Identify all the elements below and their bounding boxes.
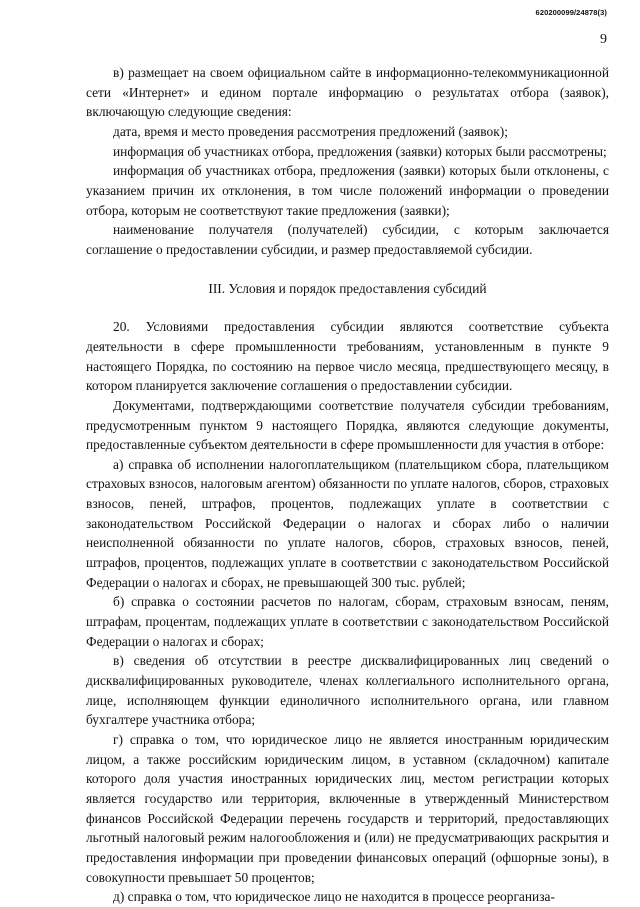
paragraph-item-b: б) справка о состоянии расчетов по налогам, сборам, страховым взносам, пеням, штрафам, процентам, подлежащих уплате в соответствии с законодательством Российской Федерации о налогах и сборах; bbox=[86, 594, 609, 649]
paragraph-documents: Документами, подтверждающими соответствие получателя субсидии требованиям, предусмотренным пунктом 9 настоящего Порядка, являются следующие документы, предоставленные субъектом деятельности в сфере промышленности для участия в отборе: bbox=[86, 397, 609, 453]
paragraph-item-v: в) размещает на своем официальном сайте в информационно-телекоммуникационной сети «Интернет» и едином портале информацию о результатах отбора (заявок), включающую следующие сведения: bbox=[86, 65, 609, 120]
paragraph-participants-rejected: информация об участниках отбора, предложения (заявки) которых были отклонены, с указанием причин их отклонения, в том числе положений информации о проведении отбора, которым не соответствуют такие предложения (заявки); bbox=[86, 163, 609, 218]
document-id: 620200099/24878(3) bbox=[535, 8, 607, 17]
paragraph-item-d: д) справка о том, что юридическое лицо не находится в процессе реорганиза- bbox=[113, 889, 555, 905]
document-body bbox=[86, 63, 609, 907]
paragraph-date-time-place: дата, время и место проведения рассмотрения предложений (заявок); bbox=[113, 123, 508, 139]
paragraph-participants-reviewed: информация об участниках отбора, предложения (заявки) которых были рассмотрены; bbox=[113, 143, 607, 159]
paragraph-20: 20. Условиями предоставления субсидии являются соответствие субъекта деятельности в сфере промышленности требованиям, установленным в пункте 9 настоящего Порядка, по состоянию на первое число месяца, предшествующего месяцу, в котором планируется заключение соглашения о предоставлении субсидии. bbox=[86, 319, 609, 394]
paragraph-item-g: г) справка о том, что юридическое лицо не является иностранным юридическим лицом, а также российским юридическим лицом, в уставном (складочном) капитале которого доля участия иностранных юридических лиц, местом регистрации которых является государство или территория, включенные в утвержденный Министерством финансов Российской Федерации перечень государств и территорий, предоставляющих льготный налоговый режим налогообложения и (или) не предусматривающих раскрытия и предоставления информации при проведении финансовых операций (офшорные зоны), в совокупности превышает 50 процентов; bbox=[86, 732, 609, 885]
section-title: III. Условия и порядок предоставления субсидий bbox=[208, 280, 487, 296]
paragraph-item-a: а) справка об исполнении налогоплательщиком (плательщиком сбора, плательщиком страховых взносов, налоговым агентом) обязанности по уплате налогов, сборов, страховых взносов, пеней, штрафов, процентов, подлежащих уплате в соответствии с законодательством Российской Федерации о налогах и сборах либо о наличии неисполненной обязанности по уплате налогов, сборов, страховых взносов, пеней, штрафов, процентов, подлежащих уплате в соответствии с законодательством Российской Федерации о налогах и сборах, не превышающей 300 тыс. рублей; bbox=[86, 456, 609, 590]
paragraph-recipient-name: наименование получателя (получателей) субсидии, с которым заключается соглашение о предоставлении субсидии, и размер предоставляемой субсидии. bbox=[86, 222, 609, 257]
page-number: 9 bbox=[600, 32, 607, 47]
paragraph-item-v2: в) сведения об отсутствии в реестре дисквалифицированных лиц сведений о дисквалифицированных руководителе, членах коллегиального исполнительного органа, лице, исполняющем функции единоличного исполнительного органа, или главном бухгалтере участника отбора; bbox=[86, 653, 609, 728]
